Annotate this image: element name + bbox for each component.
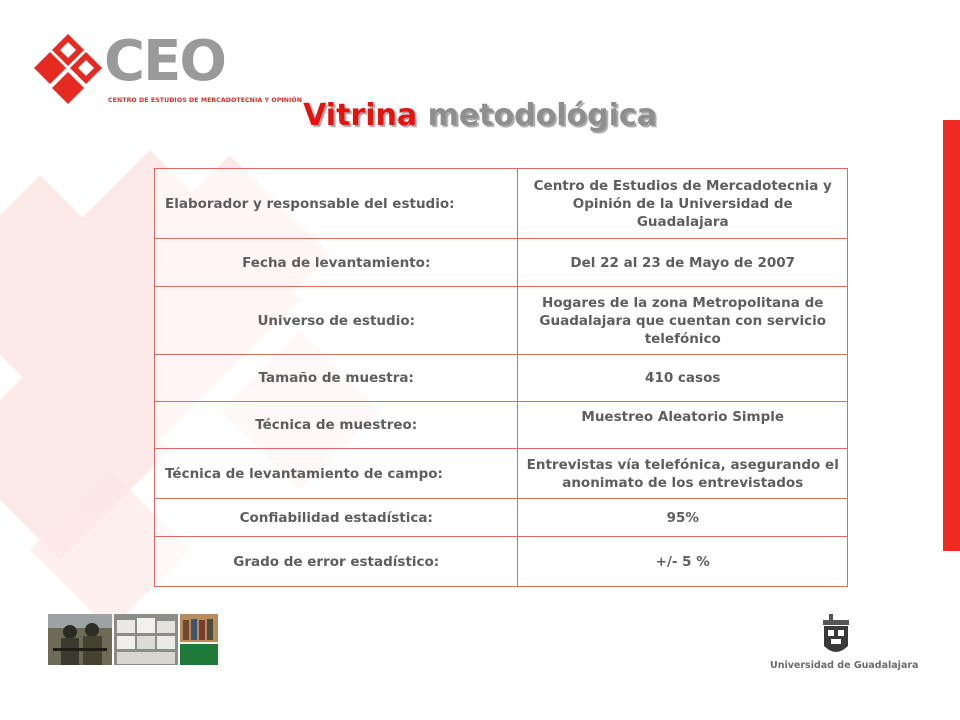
ceo-logo-subtitle: CENTRO DE ESTUDIOS DE MERCADOTECNIA Y OPINIÓN: [108, 97, 303, 104]
title-part-red: Vitrina: [303, 98, 418, 133]
photo-strip: [48, 614, 218, 665]
table-row: [155, 355, 848, 402]
row-label: Fecha de levantamiento:: [155, 239, 518, 287]
table-row: [155, 537, 848, 587]
table-row: [155, 499, 848, 537]
photo-packages: [114, 614, 178, 665]
row-value: Entrevistas vía telefónica, asegurando el anonimato de los entrevistados: [518, 449, 848, 499]
row-label: Universo de estudio:: [155, 287, 518, 355]
row-value: 95%: [518, 499, 848, 537]
row-label: Tamaño de muestra:: [155, 355, 518, 402]
methodology-table: [154, 168, 848, 587]
row-value: Muestreo Aleatorio Simple: [518, 402, 848, 449]
table-row: [155, 449, 848, 499]
row-value: 410 casos: [518, 355, 848, 402]
table-row: [155, 169, 848, 239]
row-value: +/- 5 %: [518, 537, 848, 587]
row-value: Del 22 al 23 de Mayo de 2007: [518, 239, 848, 287]
accent-bar: [943, 120, 960, 551]
row-label: Técnica de muestreo:: [155, 402, 518, 449]
university-name: Universidad de Guadalajara: [770, 660, 919, 671]
table-row: [155, 239, 848, 287]
photo-soldiers: [48, 614, 112, 665]
row-value: Centro de Estudios de Mercadotecnia y Opinión de la Universidad de Guadalajara: [518, 169, 848, 239]
title-part-gray: metodológica: [427, 98, 657, 133]
ceo-logo-text: CEO: [104, 29, 225, 94]
row-label: Elaborador y responsable del estudio:: [155, 169, 518, 239]
row-label: Técnica de levantamiento de campo:: [155, 449, 518, 499]
row-label: Grado de error estadístico:: [155, 537, 518, 587]
table-row: [155, 402, 848, 449]
row-label: Confiabilidad estadística:: [155, 499, 518, 537]
photo-people: [180, 614, 218, 665]
row-value: Hogares de la zona Metropolitana de Guadalajara que cuentan con servicio telefónico: [518, 287, 848, 355]
table-row: [155, 287, 848, 355]
